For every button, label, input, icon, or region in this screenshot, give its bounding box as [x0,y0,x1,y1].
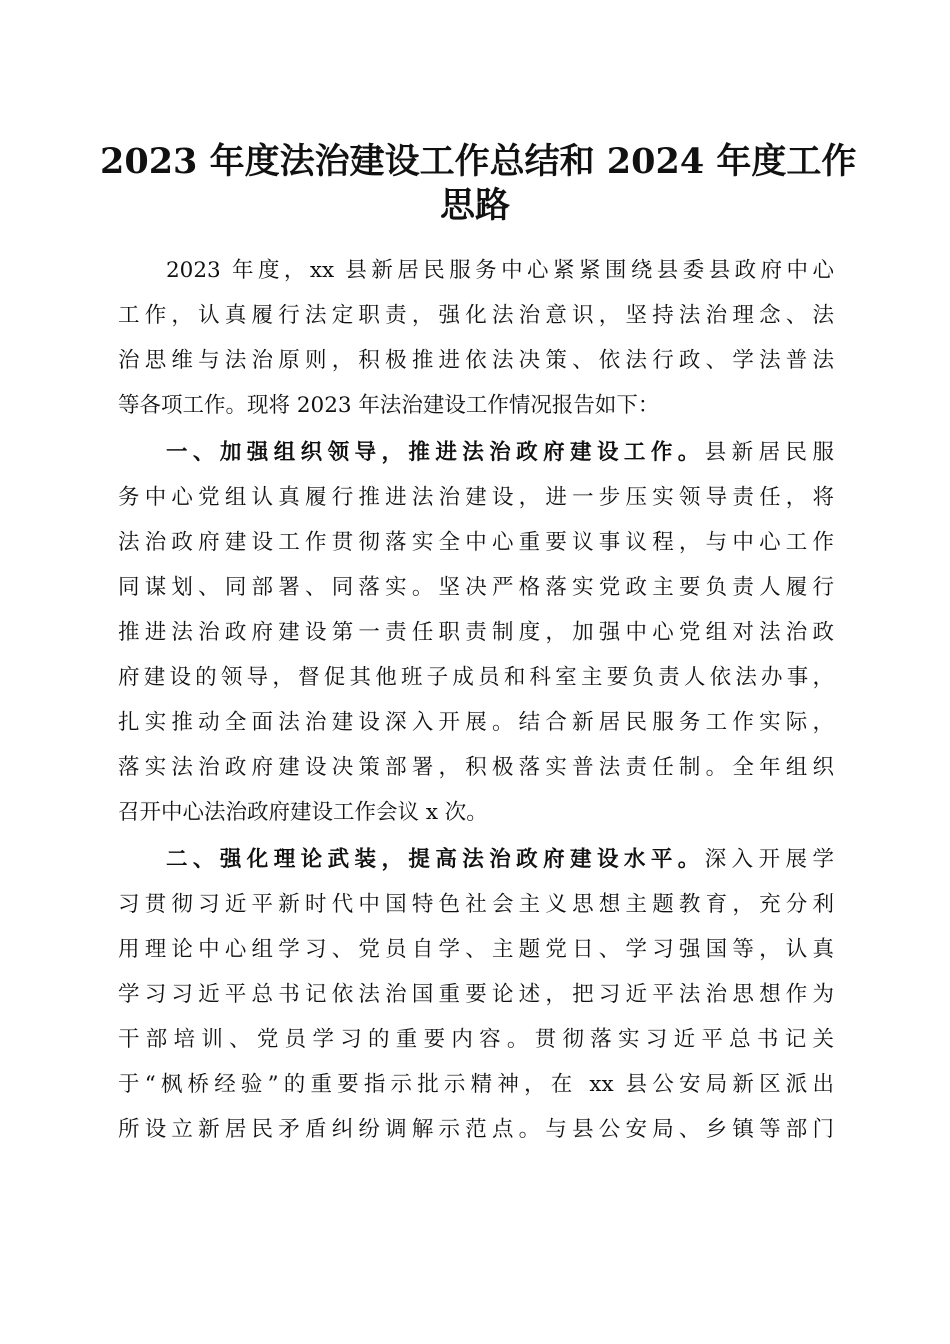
paragraph-2-line-9: 召开中心法治政府建设工作会议 x 次。 [118,800,488,825]
paragraph-1-line-2: 工作，认真履行法定职责，强化法治意识，坚持法治理念、法 [118,303,834,328]
section-heading-1: 一、加强组织领导，推进法治政府建设工作。 [166,440,705,465]
paragraph-3-line-6: 于“枫桥经验”的重要指示批示精神，在 xx 县公安局新区派出 [118,1072,834,1097]
paragraph-2-line-8: 落实法治政府建设决策部署，积极落实普法责任制。全年组织 [118,755,834,780]
paragraph-3-line-7: 所设立新居民矛盾纠纷调解示范点。与县公安局、乡镇等部门 [118,1117,834,1142]
paragraph-2-line-3: 法治政府建设工作贯彻落实全中心重要议事议程，与中心工作 [118,530,834,555]
paragraph-1-line-1: 2023 年度，xx 县新居民服务中心紧紧围绕县委县政府中心 [166,258,834,283]
paragraph-2-line-7: 扎实推动全面法治建设深入开展。结合新居民服务工作实际， [118,710,834,735]
paragraph-2-line-2: 务中心党组认真履行推进法治建设，进一步压实领导责任，将 [118,485,834,510]
paragraph-3-line-3: 用理论中心组学习、党员自学、主题党日、学习强国等，认真 [118,937,834,962]
paragraph-3-line-2: 习贯彻习近平新时代中国特色社会主义思想主题教育，充分利 [118,892,834,917]
paragraph-3-line-4: 学习习近平总书记依法治国重要论述，把习近平法治思想作为 [118,982,834,1007]
paragraph-2-line-5: 推进法治政府建设第一责任职责制度，加强中心党组对法治政 [118,620,834,645]
paragraph-3-line-1-rest: 深入开展学 [704,847,834,872]
document-title-line-2: 思路 [439,185,510,226]
paragraph-1-line-3: 治思维与法治原则，积极推进依法决策、依法行政、学法普法 [118,348,834,373]
paragraph-2-line-1-rest: 县新居民服 [704,440,834,465]
paragraph-2-line-1 [166,431,834,475]
section-heading-2: 二、强化理论武装，提高法治政府建设水平。 [166,847,705,872]
paragraph-2-line-6: 府建设的领导，督促其他班子成员和科室主要负责人依法办事， [118,665,834,690]
document-title-line-1: 2023 年度法治建设工作总结和 2024 年度工作 [100,141,857,182]
paragraph-3-line-1 [166,838,834,882]
paragraph-2-line-4: 同谋划、同部署、同落实。坚决严格落实党政主要负责人履行 [118,575,834,600]
paragraph-3-line-5: 干部培训、党员学习的重要内容。贯彻落实习近平总书记关 [118,1027,834,1052]
paragraph-1-line-4: 等各项工作。现将 2023 年法治建设工作情况报告如下： [118,393,660,418]
